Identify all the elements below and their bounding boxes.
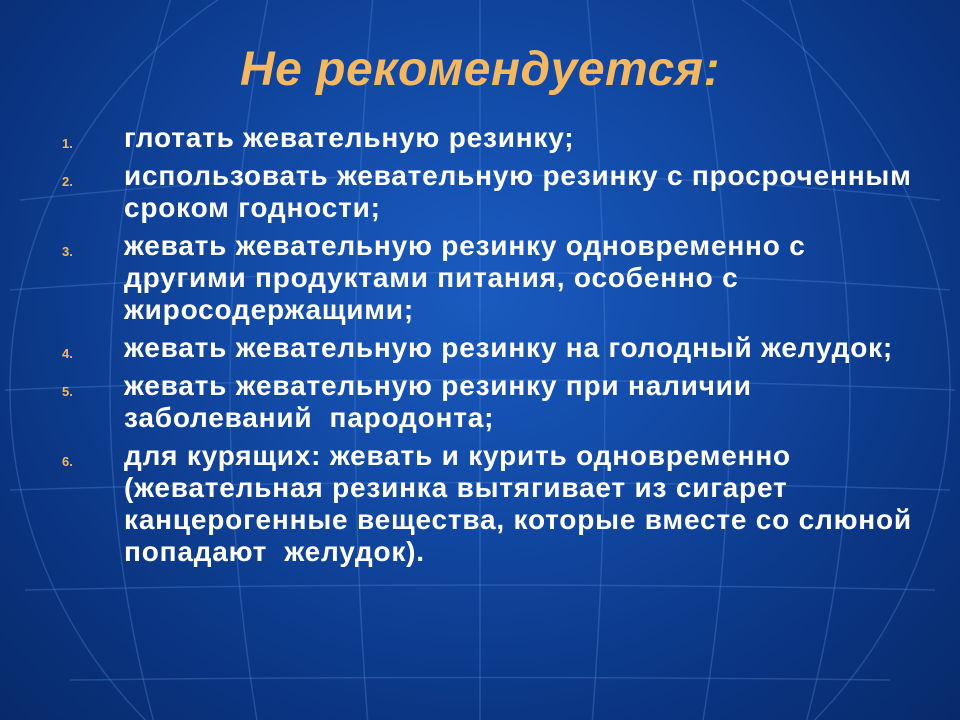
list-item-number: 1. bbox=[62, 136, 73, 151]
list-item-text: использовать жевательную резинку с просроченным сроком годности; bbox=[124, 160, 929, 223]
list-item-text: жевать жевательную резинку при наличии заболеваний пародонта; bbox=[124, 370, 761, 433]
list-item-text: для курящих: жевать и курить одновременно (жевательная резинка вытягивает из сигарет канцерогенные вещества, которые вместе со слюной попадают желудок). bbox=[124, 440, 921, 567]
slide-title: Не рекомендуется: bbox=[239, 43, 721, 96]
list-item-number: 4. bbox=[62, 346, 73, 361]
list-item-number: 2. bbox=[62, 174, 73, 189]
list-item bbox=[62, 440, 922, 568]
list-item-text: жевать жевательную резинку одновременно с другими продуктами питания, особенно с жиросодержащими; bbox=[124, 230, 815, 325]
list-item-text: глотать жевательную резинку; bbox=[124, 122, 575, 153]
list-item bbox=[62, 122, 922, 154]
list-item-number: 5. bbox=[62, 384, 73, 399]
list-item-text: жевать жевательную резинку на голодный желудок; bbox=[124, 332, 894, 363]
list-item bbox=[62, 332, 922, 364]
list-item-number: 6. bbox=[62, 454, 73, 469]
list-item-number: 3. bbox=[62, 244, 73, 259]
list-item bbox=[62, 160, 929, 224]
list-item bbox=[62, 230, 922, 326]
recommendation-list bbox=[62, 122, 929, 574]
list-item bbox=[62, 370, 922, 434]
